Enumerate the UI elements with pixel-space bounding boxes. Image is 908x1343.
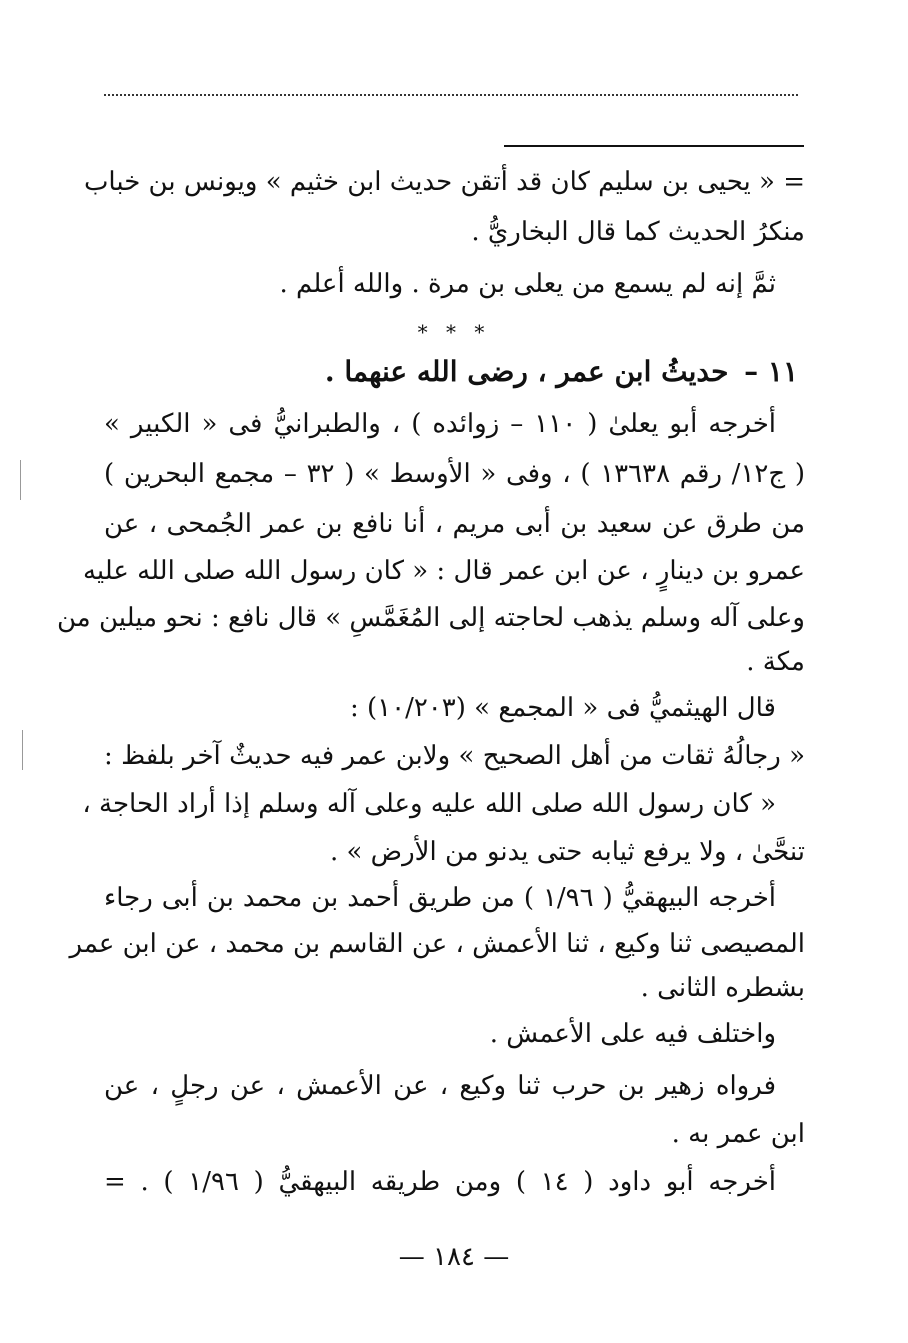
paragraph-line-10: تنحَّىٰ ، ولا يرفع ثيابه حتى يدنو من الأرض » . [329, 837, 805, 867]
section-title: حديثُ ابن عمر ، رضى الله عنهما . [324, 355, 729, 388]
paragraph-line-2: ( ج١٢/ رقم ١٣٦٣٨ ) ، وفى « الأوسط » ( ٣٢ – مجمع البحرين ) [104, 459, 805, 489]
footnote-line-1: = « يحيى بن سليم كان قد أتقن حديث ابن خثيم » ويونس بن خباب [83, 167, 805, 197]
footnote-separator-rule [504, 145, 804, 147]
section-separator: * * * [417, 320, 491, 344]
scan-edge-mark [22, 730, 23, 770]
section-heading [325, 350, 798, 394]
page-number: — ١٨٤ — [398, 1242, 510, 1272]
paragraph-line-3: من طرق عن سعيد بن أبى مريم ، أنا نافع بن عمر الجُمحى ، عن [104, 509, 805, 539]
paragraph-line-15: فرواه زهير بن حرب ثنا وكيع ، عن الأعمش ، عن رجلٍ ، عن [104, 1071, 776, 1101]
section-number: ١١ – [744, 355, 798, 388]
paragraph-line-5: وعلى آله وسلم يذهب لحاجته إلى المُغَمَّسِ » قال نافع : نحو ميلين من [57, 603, 805, 633]
scan-edge-mark [20, 460, 21, 500]
paragraph-line-17: أخرجه أبو داود ( ١٤ ) ومن طريقه البيهقيُّ ( ١/٩٦ ) . = [104, 1167, 776, 1197]
paragraph-line-1: أخرجه أبو يعلىٰ ( ١١٠ – زوائده ) ، والطبرانيُّ فى « الكبير » [104, 409, 776, 439]
paragraph-line-7: قال الهيثميُّ فى « المجمع » (١٠/٢٠٣) : [349, 693, 776, 723]
paragraph-line-4: عمرو بن دينارٍ ، عن ابن عمر قال : « كان رسول الله صلى الله عليه [82, 556, 805, 586]
paragraph-line-16: ابن عمر به . [671, 1119, 805, 1149]
paragraph-line-8: « رجالُهُ ثقات من أهل الصحيح » ولابن عمر فيه حديثٌ آخر بلفظ : [104, 741, 805, 771]
paragraph-line-9: « كان رسول الله صلى الله عليه وعلى آله وسلم إذا أراد الحاجة ، [82, 789, 776, 819]
footnote-line-2: منكرُ الحديث كما قال البخاريُّ . [471, 217, 805, 247]
paragraph-line-6: مكة . [746, 647, 805, 677]
paragraph-line-12: المصيصى ثنا وكيع ، ثنا الأعمش ، عن القاسم بن محمد ، عن ابن عمر [69, 929, 805, 959]
header-dotted-rule [104, 94, 798, 96]
paragraph-line-14: واختلف فيه على الأعمش . [489, 1019, 776, 1049]
paragraph-line-11: أخرجه البيهقيُّ ( ١/٩٦ ) من طريق أحمد بن محمد بن أبى رجاء [104, 883, 776, 913]
paragraph-line-13: بشطره الثانى . [640, 973, 805, 1003]
body-line-1: ثمَّ إنه لم يسمع من يعلى بن مرة . والله أعلم . [279, 269, 776, 299]
